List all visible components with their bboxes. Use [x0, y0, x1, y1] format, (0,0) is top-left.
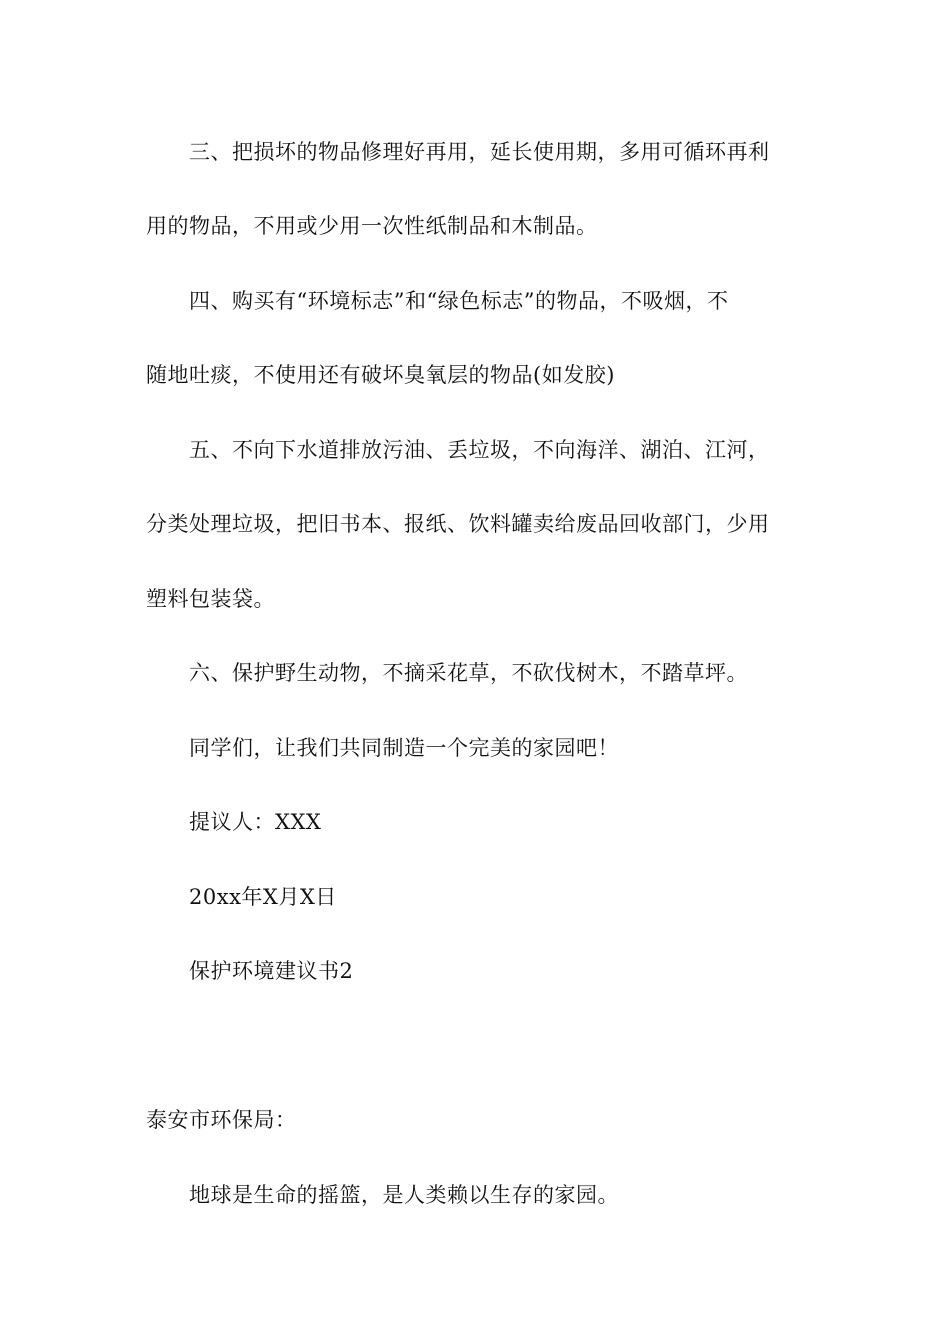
proposer-signature: 提议人：XXX — [189, 810, 322, 834]
paragraph-4-line-2: 随地吐痰，不使用还有破坏臭氧层的物品(如发胶) — [146, 363, 615, 387]
paragraph-5-line-2: 分类处理垃圾，把旧书本、报纸、饮料罐卖给废品回收部门，少用 — [146, 512, 770, 536]
letter-opening-paragraph: 地球是生命的摇篮，是人类赖以生存的家园。 — [189, 1183, 619, 1207]
paragraph-4-line-1: 四、购买有“环境标志”和“绿色标志”的物品，不吸烟，不 — [189, 289, 729, 313]
paragraph-5-line-3: 塑料包装袋。 — [146, 587, 275, 611]
paragraph-6: 六、保护野生动物，不摘采花草，不砍伐树木，不踏草坪。 — [189, 661, 748, 685]
section-heading: 保护环境建议书2 — [189, 959, 354, 983]
paragraph-3-line-1: 三、把损坏的物品修理好再用，延长使用期，多用可循环再利 — [189, 140, 770, 164]
closing-remark: 同学们，让我们共同制造一个完美的家园吧！ — [189, 736, 619, 760]
paragraph-5-line-1: 五、不向下水道排放污油、丢垃圾，不向海洋、湖泊、江河， — [189, 438, 770, 462]
paragraph-3-line-2: 用的物品，不用或少用一次性纸制品和木制品。 — [146, 214, 598, 238]
document-date: 20xx年X月X日 — [189, 885, 337, 909]
letter-recipient: 泰安市环保局： — [146, 1108, 297, 1132]
